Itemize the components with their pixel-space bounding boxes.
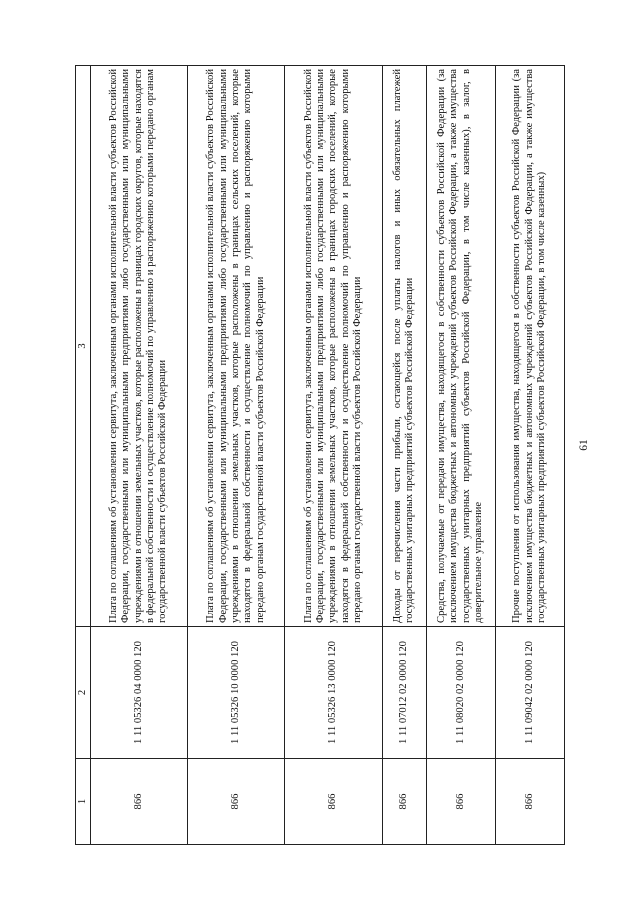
description-cell: Плата по соглашениям об установлении сервитута, заключенным органами исполнительной власти субъектов Российской Федерации, государственными или муниципальными предприятиями либо государственными или муниципальными учреждениями в отношении земельных участков, которые расположены в границах сельских поселений, которые находятся в федеральной собственности и осуществление полномочий по управлению и распоряжению которыми передано органам государственной власти субъектов Российской Федерации bbox=[188, 66, 285, 627]
rotated-table-container bbox=[75, 65, 565, 845]
budget-code-cell: 1 11 08020 02 0000 120 bbox=[426, 627, 495, 759]
budget-code-cell: 1 11 05326 10 0000 120 bbox=[188, 627, 285, 759]
header-col-2: 2 bbox=[76, 627, 91, 759]
table-row bbox=[188, 66, 285, 845]
header-col-3: 3 bbox=[76, 66, 91, 627]
budget-code-cell: 1 11 09042 02 0000 120 bbox=[495, 627, 564, 759]
description-cell: Доходы от перечисления части прибыли, остающейся после уплаты налогов и иных обязательных платежей государственных унитарных предприятий субъектов Российской Федерации bbox=[382, 66, 426, 627]
admin-code-cell: 866 bbox=[382, 759, 426, 845]
admin-code-cell: 866 bbox=[90, 759, 187, 845]
description-cell: Плата по соглашениям об установлении сервитута, заключенным органами исполнительной власти субъектов Российской Федерации, государственными или муниципальными предприятиями либо государственными или муниципальными учреждениями в отношении земельных участков, которые расположены в границах городских поселений, которые находятся в федеральной собственности и осуществление полномочий по управлению и распоряжению которыми передано органам государственной власти субъектов Российской Федерации bbox=[285, 66, 382, 627]
table-header-row bbox=[76, 66, 91, 845]
page-number: 61 bbox=[578, 439, 590, 451]
budget-codes-table bbox=[75, 65, 565, 845]
table-row bbox=[495, 66, 564, 845]
admin-code-cell: 866 bbox=[426, 759, 495, 845]
admin-code-cell: 866 bbox=[495, 759, 564, 845]
table-row bbox=[90, 66, 187, 845]
budget-code-cell: 1 11 05326 04 0000 120 bbox=[90, 627, 187, 759]
table-row bbox=[382, 66, 426, 845]
description-cell: Средства, получаемые от передачи имущества, находящегося в собственности субъектов Российской Федерации (за исключением имущества бюджетных и автономных учреждений субъектов Российской Федерации, а также имущества государственных унитарных предприятий субъектов Российской Федерации, в том числе казенных), в залог, в доверительное управление bbox=[426, 66, 495, 627]
budget-code-cell: 1 11 07012 02 0000 120 bbox=[382, 627, 426, 759]
admin-code-cell: 866 bbox=[188, 759, 285, 845]
budget-code-cell: 1 11 05326 13 0000 120 bbox=[285, 627, 382, 759]
table-row bbox=[285, 66, 382, 845]
description-cell: Прочие поступления от использования имущества, находящегося в собственности субъектов Российской Федерации (за исключением имущества бюджетных и автономных учреждений субъектов Российской Федерации, а также имущества государственных унитарных предприятий субъектов Российской Федерации, в том числе казенных) bbox=[495, 66, 564, 627]
table-row bbox=[426, 66, 495, 845]
description-cell: Плата по соглашениям об установлении сервитута, заключенным органами исполнительной власти субъектов Российской Федерации, государственными или муниципальными предприятиями либо государственными или муниципальными учреждениями в отношении земельных участков, которые расположены в границах городских округов, которые находятся в федеральной собственности и осуществление полномочий по управлению и распоряжению которыми передано органам государственной власти субъектов Российской Федерации bbox=[90, 66, 187, 627]
admin-code-cell: 866 bbox=[285, 759, 382, 845]
header-col-1: 1 bbox=[76, 759, 91, 845]
